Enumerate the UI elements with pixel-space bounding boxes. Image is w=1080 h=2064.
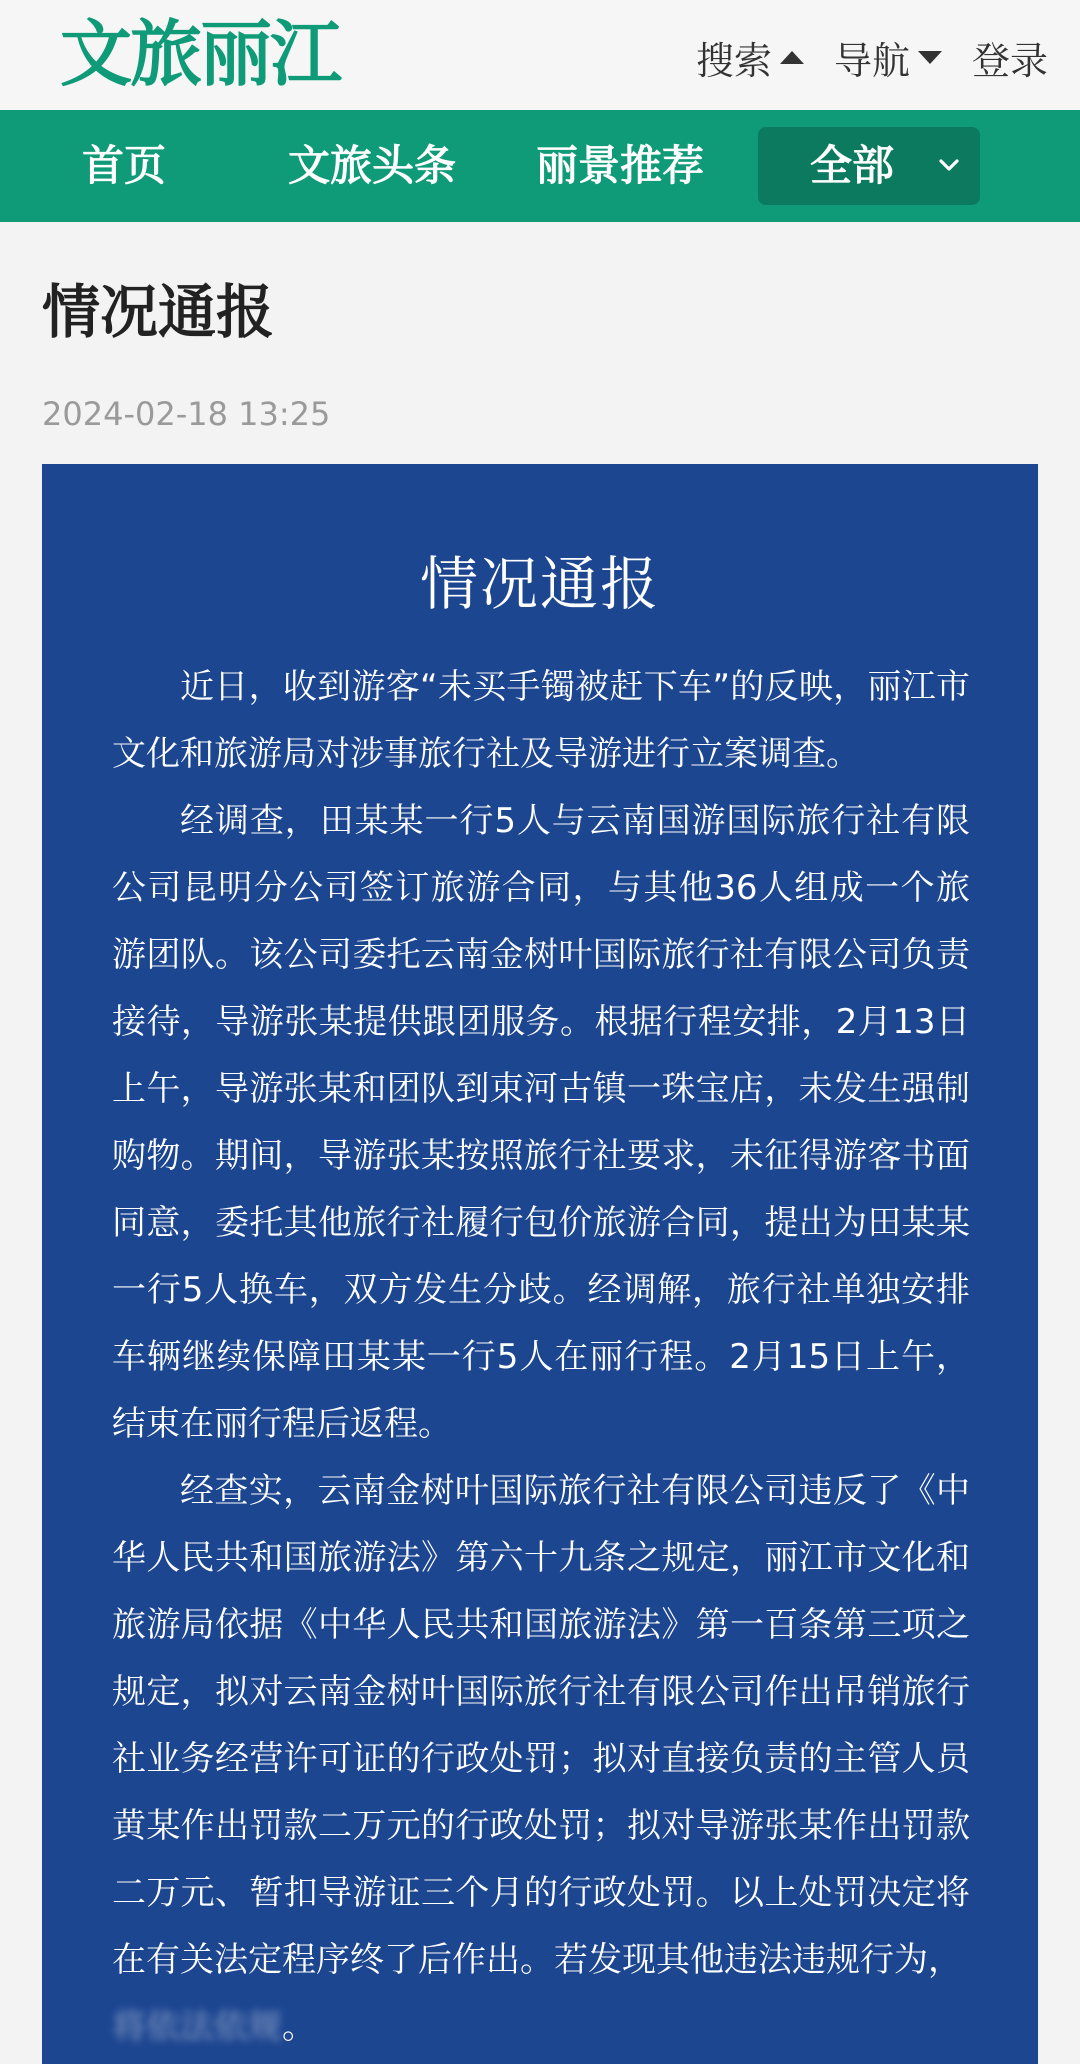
site-logo[interactable]: 文旅丽江 <box>60 12 341 96</box>
navigation-link[interactable] <box>834 30 942 85</box>
triangle-down-icon <box>918 51 942 64</box>
notice-title: 情况通报 <box>419 550 660 618</box>
nav-item-headlines[interactable]: 文旅头条 <box>288 141 457 190</box>
main-nav <box>0 110 1080 222</box>
notice-blurred-text: 将依法依规 <box>112 2007 282 2047</box>
notice-body <box>112 654 970 2061</box>
header-links <box>696 22 1048 92</box>
navigation-link-label: 导航 <box>833 38 910 83</box>
nav-item-home[interactable]: 首页 <box>82 141 167 190</box>
nav-all-dropdown[interactable] <box>758 127 980 205</box>
chevron-down-icon <box>938 154 960 176</box>
publish-date: 2024-02-18 13:25 <box>42 395 331 433</box>
notice-line-end: 。 <box>282 2007 316 2047</box>
notice-paragraph: 经查实，云南金树叶国际旅行社有限公司违反了《中华人民共和国旅游法》第六十九条之规定，丽江市文化和旅游局依据《中华人民共和国旅游法》第一百条第三项之规定，拟对云南金树叶国际旅行社有限公司作出吊销旅行社业务经营许可证的行政处罚；拟对直接负责的主管人员黄某作出罚款二万元的行政处罚；拟对导游张某作出罚款二万元、暂扣导游证三个月的行政处罚。以上处罚决定将在有关法定程序终了后作出。若发现其他违法违规行为， <box>112 1471 970 1980</box>
nav-item-recommend[interactable]: 丽景推荐 <box>536 141 705 190</box>
notice-paragraph: 近日，收到游客“未买手镯被赶下车”的反映，丽江市文化和旅游局对涉事旅行社及导游进行立案调查。 <box>112 667 970 774</box>
triangle-up-icon <box>780 51 804 64</box>
nav-all-label: 全部 <box>810 141 895 190</box>
notice-paragraph: 经调查，田某某一行5人与云南国游国际旅行社有限公司昆明分公司签订旅游合同，与其他36人组成一个旅游团队。该公司委托云南金树叶国际旅行社有限公司负责接待，导游张某提供跟团服务。根据行程安排，2月13日上午，导游张某和团队到束河古镇一珠宝店，未发生强制购物。期间，导游张某按照旅行社要求，未征得游客书面同意，委托其他旅行社履行包价旅游合同，提出为田某某一行5人换车，双方发生分歧。经调解，旅行社单独安排车辆继续保障田某某一行5人在丽行程。2月15日上午，结束在丽行程后返程。 <box>112 801 970 1444</box>
search-link[interactable] <box>696 30 804 85</box>
notice-paragraph-end <box>112 1994 970 2061</box>
site-header <box>0 0 1080 110</box>
search-link-label: 搜索 <box>695 38 772 83</box>
page-title: 情况通报 <box>42 278 275 346</box>
login-link[interactable] <box>972 30 1048 85</box>
notice-image <box>42 464 1038 2064</box>
login-link-label: 登录 <box>971 38 1048 83</box>
